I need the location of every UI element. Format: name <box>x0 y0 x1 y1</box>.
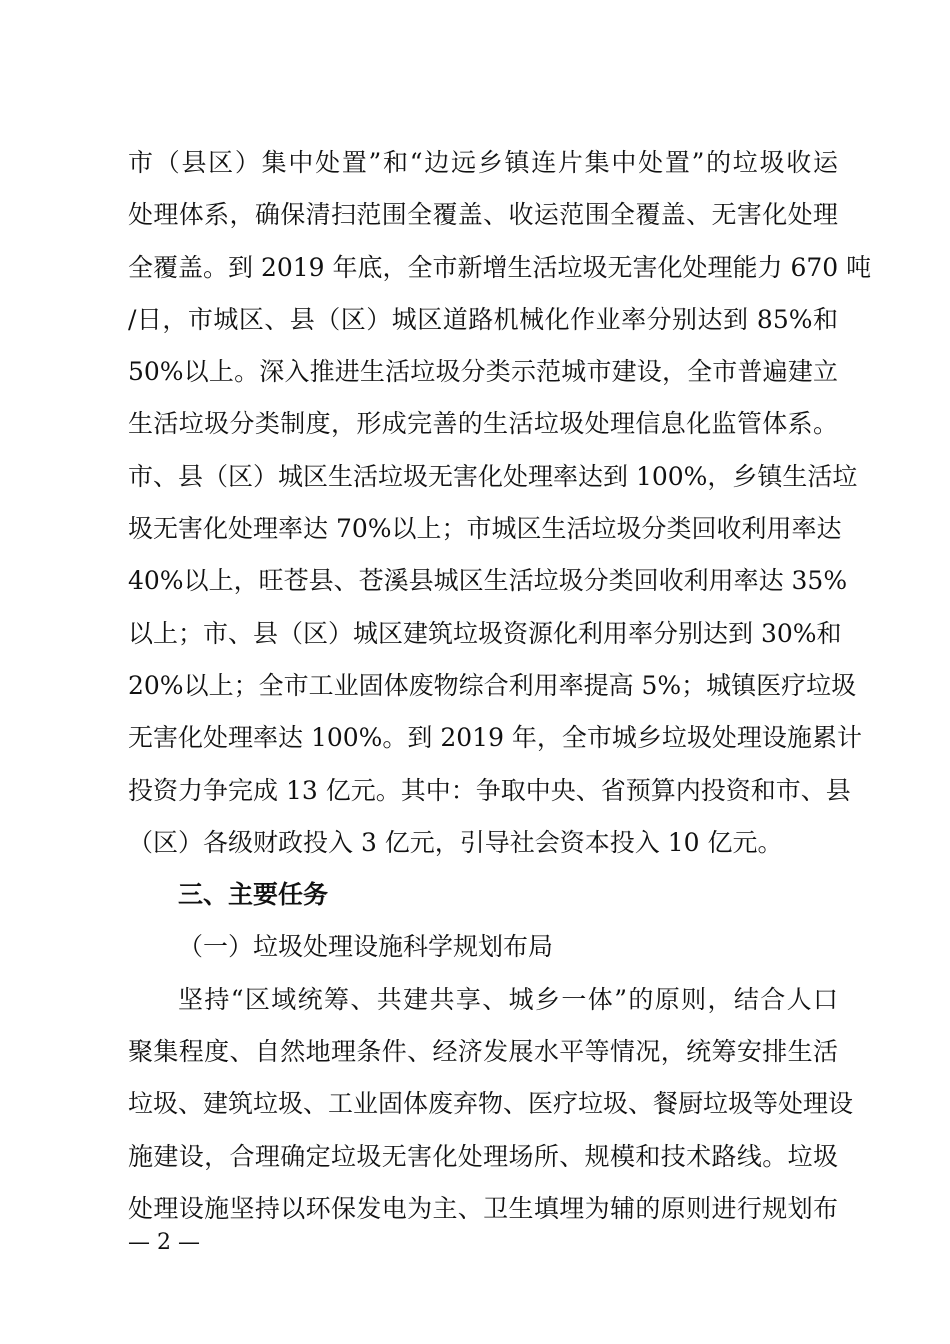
text-line: 全覆盖。到 2019 年底，全市新增生活垃圾无害化处理能力 670 吨 <box>128 252 872 282</box>
paragraph-targets <box>128 137 872 869</box>
text-line: 垃圾、建筑垃圾、工业固体废弃物、医疗垃圾、餐厨垃圾等处理设 <box>128 1089 854 1119</box>
text-line: /日，市城区、县（区）城区道路机械化作业率分别达到 85%和 <box>128 304 838 334</box>
text-line: 无害化处理率达 100%。到 2019 年，全市城乡垃圾处理设施累计 <box>128 723 862 753</box>
subsection-heading: （一）垃圾处理设施科学规划布局 <box>178 932 554 962</box>
text-line: 处理设施坚持以环保发电为主、卫生填埋为辅的原则进行规划布 <box>128 1193 838 1223</box>
text-line: 施建设，合理确定垃圾无害化处理场所、规模和技术路线。垃圾 <box>128 1141 838 1171</box>
section-heading: 三、主要任务 <box>178 880 329 910</box>
text-line: 坚持“区域统筹、共建共享、城乡一体”的原则，结合人口 <box>178 984 838 1014</box>
text-line: 市（县区）集中处置”和“边远乡镇连片集中处置”的垃圾收运 <box>128 148 838 177</box>
text-line: 投资力争完成 13 亿元。其中：争取中央、省预算内投资和市、县 <box>128 775 851 805</box>
paragraph-planning <box>128 974 854 1235</box>
text-line: 处理体系，确保清扫范围全覆盖、收运范围全覆盖、无害化处理 <box>128 200 838 230</box>
text-line: 40%以上，旺苍县、苍溪县城区生活垃圾分类回收利用率达 35% <box>128 566 848 596</box>
text-line: 聚集程度、自然地理条件、经济发展水平等情况，统筹安排生活 <box>128 1037 838 1067</box>
text-line: （区）各级财政投入 3 亿元，引导社会资本投入 10 亿元。 <box>128 827 783 857</box>
text-line: 圾无害化处理率达 70%以上；市城区生活垃圾分类回收利用率达 <box>128 514 842 544</box>
text-line: 以上；市、县（区）城区建筑垃圾资源化利用率分别达到 30%和 <box>128 618 842 648</box>
text-line: 市、县（区）城区生活垃圾无害化处理率达到 100%，乡镇生活垃 <box>128 461 858 491</box>
text-line: 50%以上。深入推进生活垃圾分类示范城市建设，全市普遍建立 <box>128 357 838 387</box>
page-number: — 2 — <box>128 1230 200 1255</box>
text-line: 20%以上；全市工业固体废物综合利用率提高 5%；城镇医疗垃圾 <box>128 670 857 700</box>
text-line: 生活垃圾分类制度，形成完善的生活垃圾处理信息化监管体系。 <box>128 409 838 439</box>
body-text <box>128 137 872 1235</box>
